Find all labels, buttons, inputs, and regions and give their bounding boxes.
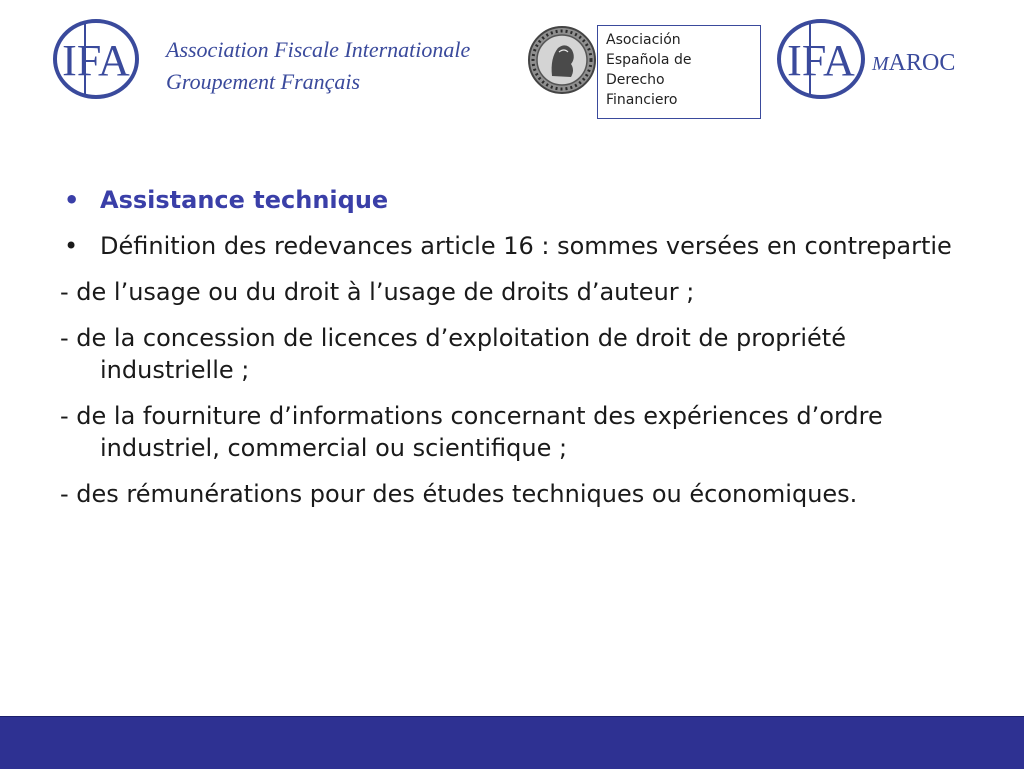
footer-bar bbox=[0, 716, 1024, 769]
ifa-title-line2: Groupement Français bbox=[166, 69, 361, 94]
maroc-rest: AROC bbox=[888, 50, 956, 76]
ifa-title-line1: Association Fiscale Internationale bbox=[166, 37, 471, 62]
bullet-dot-icon: • bbox=[64, 186, 80, 214]
svg-text:IFA: IFA bbox=[62, 36, 130, 85]
dash-item: - des rémunérations pour des études techniques ou économiques. bbox=[60, 480, 858, 508]
ifa-logo bbox=[52, 18, 140, 100]
bullet-text: Assistance technique bbox=[100, 186, 389, 214]
aedf-line-1: Asociación bbox=[606, 32, 681, 48]
slide-content bbox=[60, 184, 980, 524]
dash-item: - de l’usage ou du droit à l’usage de droits d’auteur ; bbox=[60, 278, 695, 306]
dash-item: - de la concession de licences d’exploitation de droit de propriété industrielle ; bbox=[60, 324, 846, 384]
dash-item: - de la fourniture d’informations concernant des expériences d’ordre industriel, commercial ou scientifique ; bbox=[60, 402, 883, 462]
ifa-title bbox=[166, 34, 526, 98]
ifa-maroc-logo bbox=[776, 18, 866, 100]
svg-text:IFA: IFA bbox=[787, 36, 855, 85]
aedf-line-4: Financiero bbox=[606, 92, 678, 108]
bullet-item bbox=[60, 184, 980, 216]
bullet-dot-icon: • bbox=[64, 232, 79, 260]
bullet-text: Définition des redevances article 16 : sommes versées en contrepartie bbox=[100, 232, 952, 260]
bullet-item bbox=[60, 230, 980, 262]
aedf-line-2: Española de bbox=[606, 52, 692, 68]
maroc-label bbox=[872, 50, 955, 77]
slide-header bbox=[0, 0, 1024, 135]
maroc-first-letter: M bbox=[872, 53, 889, 75]
aedf-medal-logo bbox=[526, 24, 598, 96]
aedf-name-box bbox=[597, 25, 761, 119]
aedf-line-3: Derecho bbox=[606, 72, 665, 88]
